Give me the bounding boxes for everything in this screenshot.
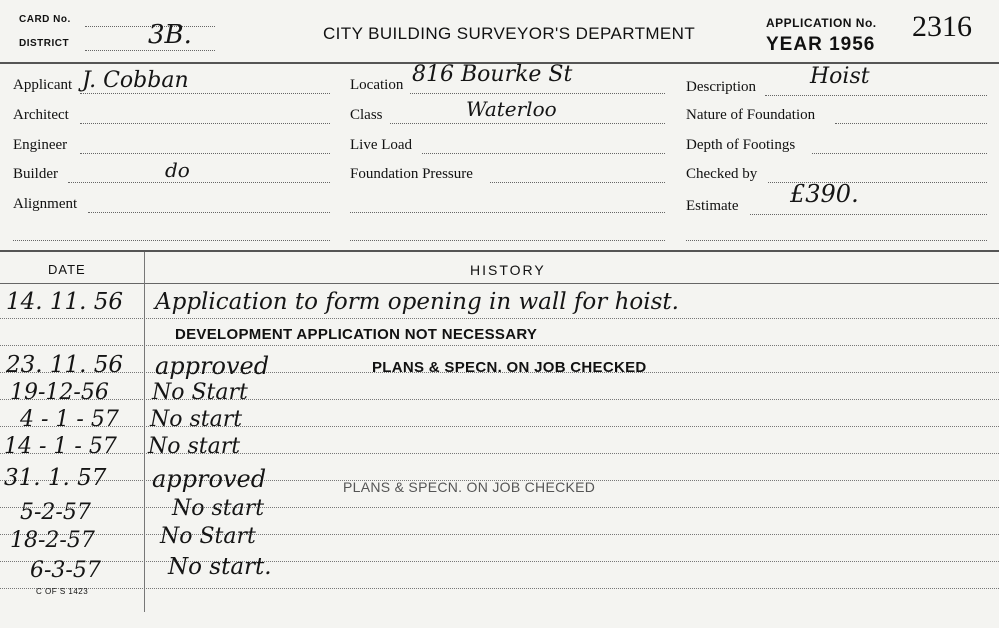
foundation-pressure-line	[490, 182, 665, 183]
ruled-line	[0, 318, 999, 319]
estimate-value: £390.	[790, 180, 859, 208]
estimate-label: Estimate	[686, 198, 739, 214]
history-divider	[0, 250, 999, 252]
history-date: 5-2-57	[20, 500, 91, 525]
location-label: Location	[350, 77, 404, 93]
engineer-label: Engineer	[13, 137, 68, 153]
date-column-divider	[144, 252, 145, 612]
history-entry: Application to form opening in wall for hoist.	[155, 289, 679, 315]
architect-label: Architect	[13, 107, 69, 123]
application-no: 2316	[912, 10, 972, 43]
builder-line	[68, 182, 330, 183]
history-date: 18-2-57	[10, 528, 95, 553]
ruled-line	[0, 588, 999, 589]
history-header: HISTORY	[470, 262, 546, 278]
history-date: 6-3-57	[30, 558, 101, 583]
application-no-label: APPLICATION No.	[766, 16, 877, 30]
history-stamp: PLANS & SPECN. ON JOB CHECKED	[343, 479, 596, 495]
history-entry: approved	[155, 352, 270, 380]
depth-of-footings-line	[812, 153, 987, 154]
left-extra-line	[13, 240, 330, 241]
builder-label: Builder	[13, 166, 58, 182]
card-no-label: CARD No.	[19, 14, 71, 25]
history-entry: No Start	[160, 524, 256, 549]
class-label: Class	[350, 107, 383, 123]
history-stamp: PLANS & SPECN. ON JOB CHECKED	[372, 359, 647, 376]
ruled-line	[0, 534, 999, 535]
history-stamp: DEVELOPMENT APPLICATION NOT NECESSARY	[175, 326, 538, 343]
description-label: Description	[686, 79, 756, 95]
description-line	[765, 95, 987, 96]
ruled-line	[0, 399, 999, 400]
estimate-line	[750, 214, 987, 215]
architect-line	[80, 123, 330, 124]
history-date: 19-12-56	[10, 380, 109, 405]
applicant-label: Applicant	[13, 77, 73, 93]
ruled-line	[0, 507, 999, 508]
checked-by-label: Checked by	[686, 166, 758, 182]
applicant-value: J. Cobban	[82, 68, 189, 93]
class-line	[390, 123, 665, 124]
history-entry: approved	[152, 465, 267, 493]
applicant-line	[80, 93, 330, 94]
year-label: YEAR 1956	[766, 34, 876, 55]
engineer-line	[80, 153, 330, 154]
class-value: Waterloo	[466, 97, 557, 121]
history-entry: No start	[172, 496, 265, 521]
history-entry: No start	[148, 434, 241, 459]
description-value: Hoist	[810, 64, 870, 89]
district-label: DISTRICT	[19, 38, 70, 49]
ruled-line	[0, 345, 999, 346]
middle-extra-line-1	[350, 212, 665, 213]
district-value: 3B.	[148, 20, 192, 50]
form-code: C OF S 1423	[36, 587, 89, 596]
history-date: 4 - 1 - 57	[20, 407, 119, 432]
right-extra-line	[686, 240, 987, 241]
history-entry: No start.	[168, 554, 272, 580]
alignment-line	[88, 212, 330, 213]
history-date: 23. 11. 56	[6, 352, 124, 378]
history-entry: No start	[150, 407, 243, 432]
department-title: CITY BUILDING SURVEYOR'S DEPARTMENT	[323, 24, 696, 43]
builder-value: do	[165, 158, 190, 182]
history-entry: No Start	[152, 380, 248, 405]
location-value: 816 Bourke St	[412, 62, 573, 87]
history-date: 31. 1. 57	[4, 465, 107, 491]
live-load-label: Live Load	[350, 137, 413, 153]
history-date: 14 - 1 - 57	[4, 434, 117, 459]
nature-of-foundation-label: Nature of Foundation	[686, 107, 816, 123]
date-header: DATE	[48, 262, 86, 277]
history-header-rule	[0, 283, 999, 284]
middle-extra-line-2	[350, 240, 665, 241]
location-line	[410, 93, 665, 94]
ruled-line	[0, 561, 999, 562]
nature-of-foundation-line	[835, 123, 987, 124]
history-date: 14. 11. 56	[6, 289, 124, 315]
depth-of-footings-label: Depth of Footings	[686, 137, 796, 153]
foundation-pressure-label: Foundation Pressure	[350, 166, 473, 182]
live-load-line	[422, 153, 665, 154]
district-line	[85, 50, 215, 51]
alignment-label: Alignment	[13, 196, 78, 212]
